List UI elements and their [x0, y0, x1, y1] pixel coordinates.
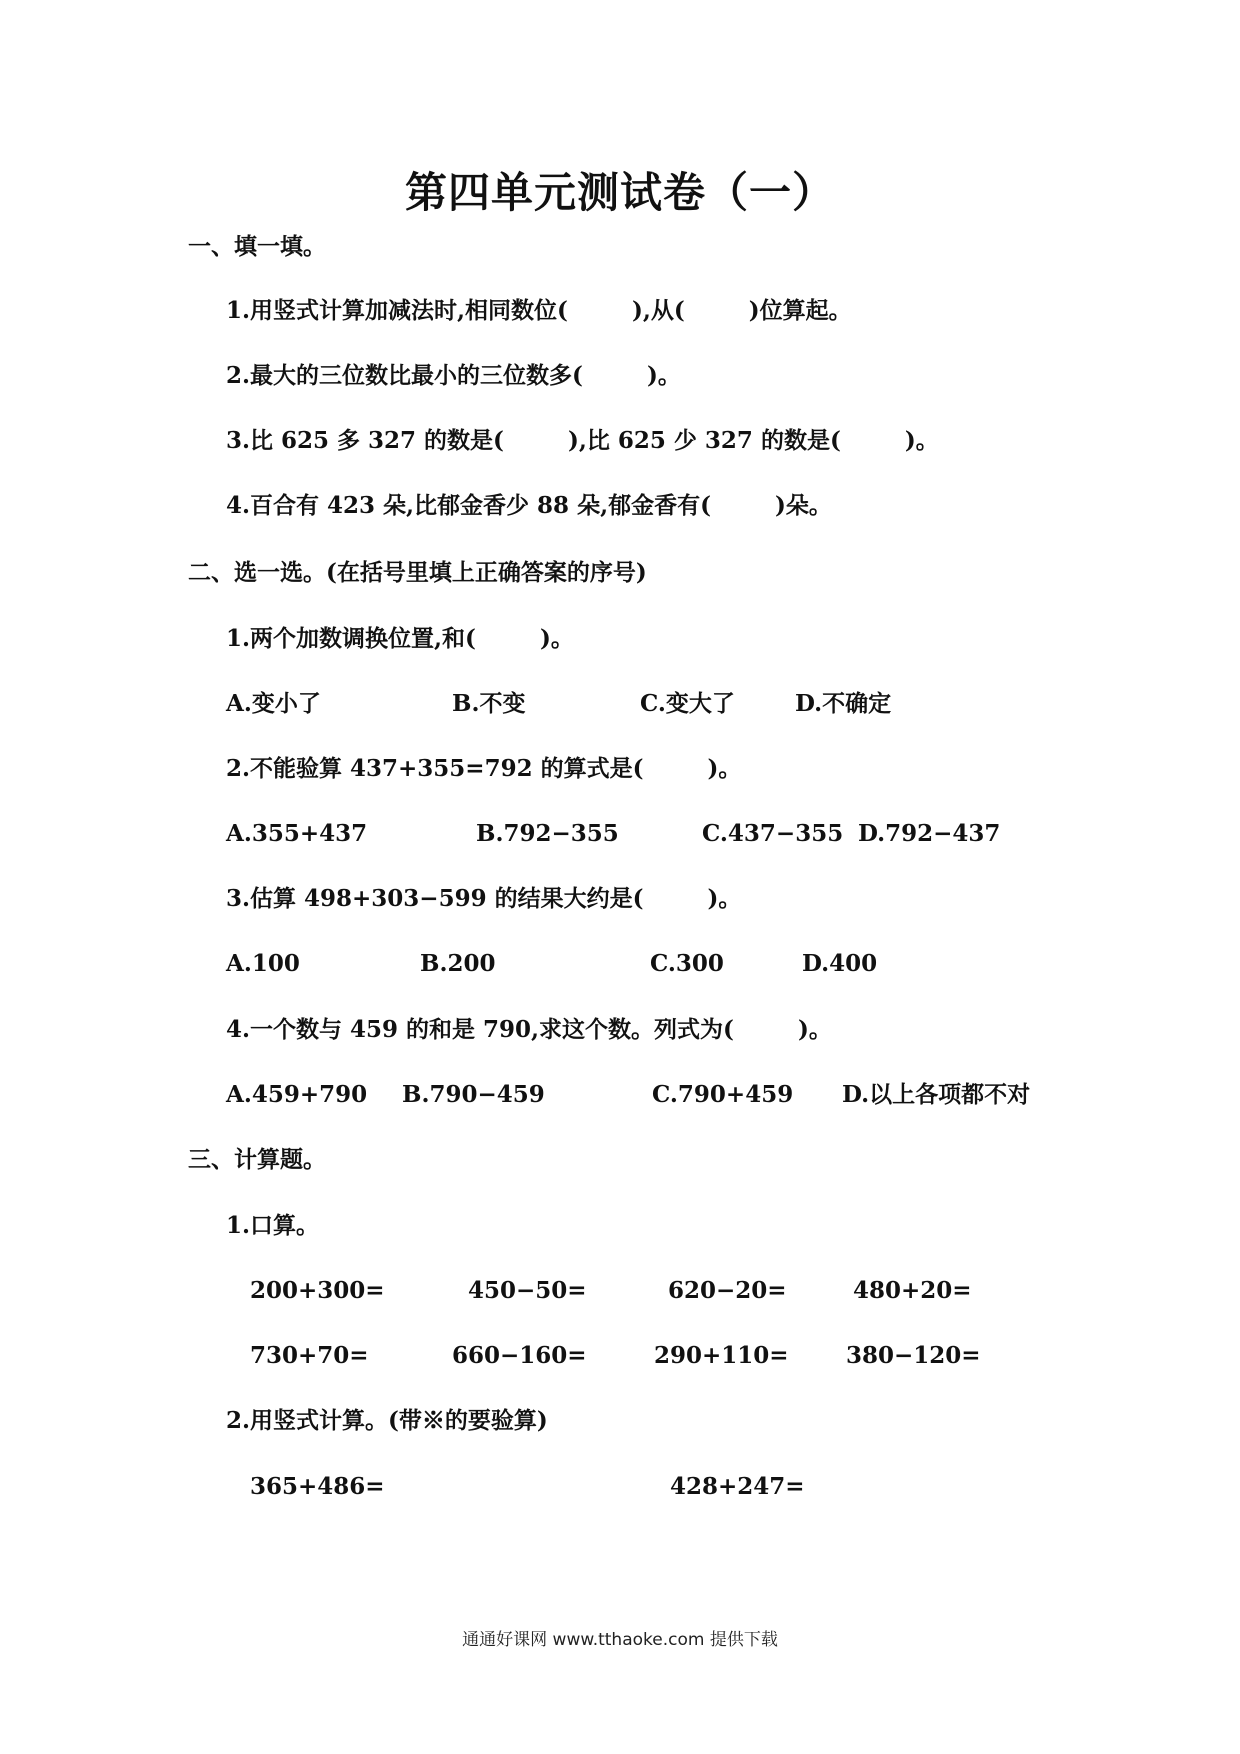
footer-source-note: 通通好课网 www.tthaoke.com 提供下载 [462, 1630, 778, 1650]
option-2-4-d: D.以上各项都不对 [842, 1081, 1031, 1108]
option-2-2-c: C.437−355 [702, 820, 844, 847]
section-heading-multiple-choice: 二、选一选。(在括号里填上正确答案的序号) [188, 559, 647, 586]
oral-calc-1: 200+300= [250, 1277, 385, 1304]
section-heading-fill-in: 一、填一填。 [188, 233, 326, 260]
question-3-1: 1.口算。 [226, 1212, 320, 1239]
page-title: 第四单元测试卷（一） [404, 168, 835, 217]
option-2-3-c: C.300 [650, 950, 724, 977]
option-2-2-a: A.355+437 [226, 820, 368, 847]
option-2-4-b: B.790−459 [402, 1081, 545, 1108]
option-2-1-d: D.不确定 [795, 690, 892, 717]
oral-calc-2: 450−50= [468, 1277, 587, 1304]
question-2-1: 1.两个加数调换位置,和( )。 [226, 625, 574, 652]
option-2-4-a: A.459+790 [226, 1081, 368, 1108]
vertical-calc-1: 365+486= [250, 1473, 385, 1500]
oral-calc-8: 380−120= [846, 1342, 981, 1369]
option-2-3-b: B.200 [420, 950, 496, 977]
oral-calc-7: 290+110= [654, 1342, 789, 1369]
option-2-2-b: B.792−355 [476, 820, 619, 847]
vertical-calc-2: 428+247= [670, 1473, 805, 1500]
oral-calc-4: 480+20= [853, 1277, 972, 1304]
question-1-1: 1.用竖式计算加减法时,相同数位( ),从( )位算起。 [226, 297, 852, 324]
option-2-4-c: C.790+459 [652, 1081, 794, 1108]
option-2-2-d: D.792−437 [858, 820, 1001, 847]
question-2-3: 3.估算 498+303−599 的结果大约是( )。 [226, 885, 742, 912]
oral-calc-6: 660−160= [452, 1342, 587, 1369]
question-1-2: 2.最大的三位数比最小的三位数多( )。 [226, 362, 681, 389]
oral-calc-3: 620−20= [668, 1277, 787, 1304]
question-3-2: 2.用竖式计算。(带※的要验算) [226, 1407, 548, 1434]
oral-calc-5: 730+70= [250, 1342, 369, 1369]
question-1-4: 4.百合有 423 朵,比郁金香少 88 朵,郁金香有( )朵。 [226, 492, 832, 519]
question-2-4: 4.一个数与 459 的和是 790,求这个数。列式为( )。 [226, 1016, 832, 1043]
option-2-3-d: D.400 [802, 950, 878, 977]
question-1-3: 3.比 625 多 327 的数是( ),比 625 少 327 的数是( )。 [226, 427, 939, 454]
section-heading-calculation: 三、计算题。 [188, 1146, 326, 1173]
option-2-3-a: A.100 [226, 950, 300, 977]
option-2-1-b: B.不变 [452, 690, 526, 717]
option-2-1-c: C.变大了 [640, 690, 735, 717]
question-2-2: 2.不能验算 437+355=792 的算式是( )。 [226, 755, 742, 782]
option-2-1-a: A.变小了 [226, 690, 321, 717]
